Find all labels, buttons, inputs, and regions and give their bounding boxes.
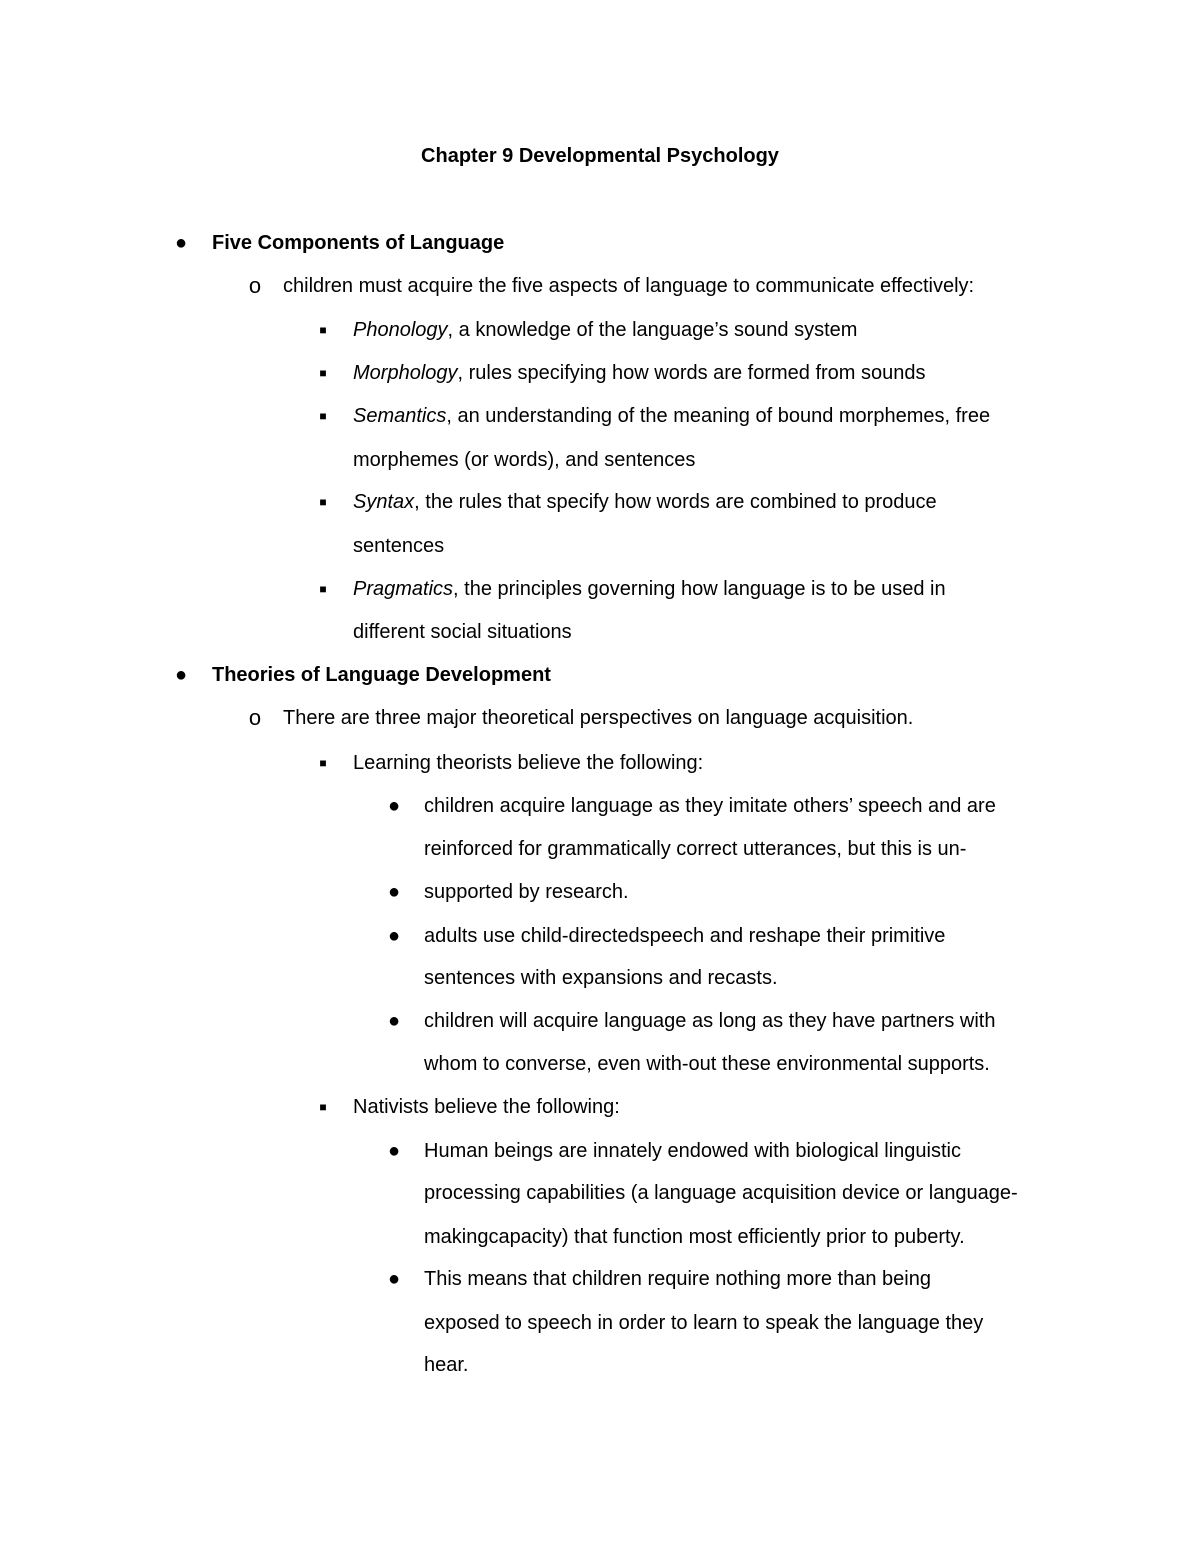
point-line: This means that children require nothing more than being <box>424 1268 931 1290</box>
section-intro: There are three major theoretical perspectives on language acquisition. <box>283 707 914 729</box>
term: Phonology <box>353 319 448 341</box>
list-item-continuation: morphemes (or words), and sentences <box>353 449 696 471</box>
bullet-l4: ● <box>387 1268 401 1290</box>
point-line: reinforced for grammatically correct utterances, but this is un- <box>424 838 967 860</box>
point-line: Human beings are innately endowed with biological linguistic <box>424 1140 961 1162</box>
point-line: sentences with expansions and recasts. <box>424 967 778 989</box>
page-title: Chapter 9 Developmental Psychology <box>421 145 779 167</box>
point-line: whom to converse, even with-out these environmental supports. <box>424 1053 990 1075</box>
bullet-l3: ■ <box>319 495 327 509</box>
term: Morphology <box>353 362 458 384</box>
point-line: makingcapacity) that function most efficiently prior to puberty. <box>424 1226 965 1248</box>
definition: , the principles governing how language is to be used in <box>453 578 946 600</box>
bullet-l3: ■ <box>319 756 327 770</box>
section-heading: Five Components of Language <box>212 232 505 254</box>
point-line: children acquire language as they imitate others’ speech and are <box>424 795 996 817</box>
list-item <box>353 400 990 432</box>
list-item-continuation: sentences <box>353 535 445 557</box>
list-item-continuation: different social situations <box>353 621 572 643</box>
point-line: children will acquire language as long as they have partners with <box>424 1010 996 1032</box>
section-heading: Theories of Language Development <box>212 664 551 686</box>
section-intro: children must acquire the five aspects of language to communicate effectively: <box>283 275 975 297</box>
point-line: adults use child-directedspeech and reshape their primitive <box>424 925 946 947</box>
list-item <box>353 314 857 346</box>
bullet-l4: ● <box>387 925 401 947</box>
bullet-l4: ● <box>387 795 401 817</box>
bullet-l4: ● <box>387 1010 401 1032</box>
group-label: Learning theorists believe the following: <box>353 752 704 774</box>
bullet-l1: ● <box>174 232 188 254</box>
group-label: Nativists believe the following: <box>353 1096 620 1118</box>
bullet-l2: o <box>248 705 262 730</box>
list-item <box>353 357 926 389</box>
bullet-l3: ■ <box>319 323 327 337</box>
bullet-l4: ● <box>387 881 401 903</box>
bullet-l1: ● <box>174 664 188 686</box>
list-item <box>353 573 946 605</box>
bullet-l3: ■ <box>319 366 327 380</box>
point-line: supported by research. <box>424 881 629 903</box>
bullet-l3: ■ <box>319 409 327 423</box>
point-line: hear. <box>424 1354 469 1376</box>
point-line: processing capabilities (a language acquisition device or language- <box>424 1182 1018 1204</box>
term: Pragmatics <box>353 578 454 600</box>
definition: , rules specifying how words are formed from sounds <box>457 362 926 384</box>
list-item <box>353 486 937 518</box>
definition: , the rules that specify how words are combined to produce <box>414 491 937 513</box>
bullet-l3: ■ <box>319 582 327 596</box>
definition: , an understanding of the meaning of bound morphemes, free <box>446 405 991 427</box>
term: Semantics <box>353 405 447 427</box>
bullet-l3: ■ <box>319 1100 327 1114</box>
term: Syntax <box>353 491 415 513</box>
bullet-l4: ● <box>387 1140 401 1162</box>
point-line: exposed to speech in order to learn to speak the language they <box>424 1312 984 1334</box>
bullet-l2: o <box>248 273 262 298</box>
definition: , a knowledge of the language’s sound system <box>447 319 858 341</box>
